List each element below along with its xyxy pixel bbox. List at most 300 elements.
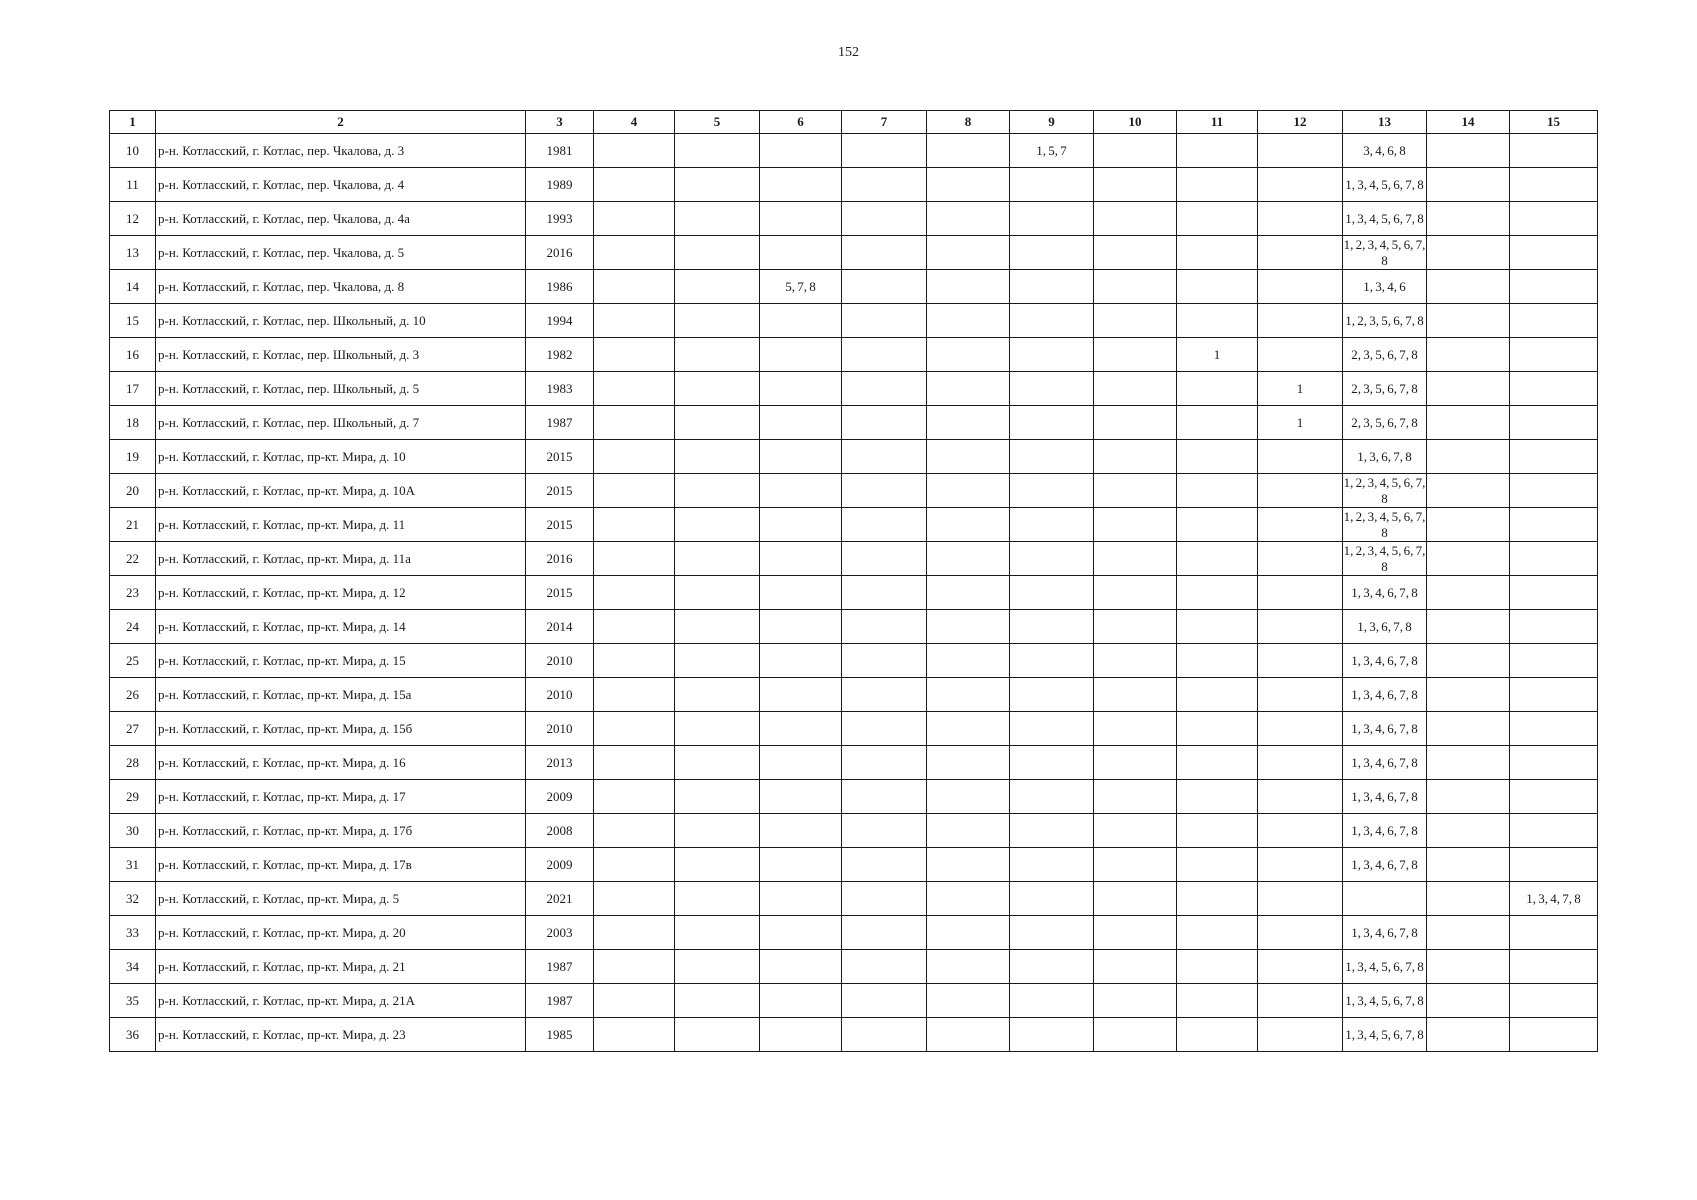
table-cell-col-2: р-н. Котласский, г. Котлас, пер. Школьный, д. 5 (156, 372, 526, 406)
table-cell-col-5 (675, 134, 760, 168)
table-cell-col-15 (1510, 848, 1598, 882)
table-cell-col-12 (1258, 440, 1343, 474)
table-cell-col-4 (594, 882, 675, 916)
table-row (110, 542, 1598, 576)
table-cell-col-2: р-н. Котласский, г. Котлас, пр-кт. Мира, д. 12 (156, 576, 526, 610)
table-cell-col-13: 2, 3, 5, 6, 7, 8 (1343, 338, 1427, 372)
table-cell-col-10 (1094, 508, 1177, 542)
table-cell-col-11 (1177, 168, 1258, 202)
table-cell-col-12 (1258, 474, 1343, 508)
table-cell-col-13: 2, 3, 5, 6, 7, 8 (1343, 406, 1427, 440)
table-cell-col-1: 31 (110, 848, 156, 882)
table-cell-col-10 (1094, 576, 1177, 610)
table-cell-col-6 (760, 542, 842, 576)
table-cell-col-12 (1258, 882, 1343, 916)
table-cell-col-6 (760, 134, 842, 168)
table-row (110, 202, 1598, 236)
table-cell-col-11 (1177, 270, 1258, 304)
table-cell-col-6 (760, 202, 842, 236)
table-cell-col-10 (1094, 474, 1177, 508)
table-cell-col-11 (1177, 644, 1258, 678)
table-cell-col-15 (1510, 474, 1598, 508)
table-cell-col-4 (594, 1018, 675, 1052)
table-cell-col-13: 1, 2, 3, 4, 5, 6, 7, 8 (1343, 474, 1426, 506)
table-cell-col-4 (594, 848, 675, 882)
table-cell-col-6 (760, 678, 842, 712)
table-cell-col-7 (842, 848, 927, 882)
table-cell-col-1: 33 (110, 916, 156, 950)
table-cell-col-5 (675, 474, 760, 508)
table-cell-col-6 (760, 372, 842, 406)
table-cell-col-2: р-н. Котласский, г. Котлас, пр-кт. Мира, д. 15б (156, 712, 526, 746)
table-cell-col-2: р-н. Котласский, г. Котлас, пр-кт. Мира, д. 21А (156, 984, 526, 1018)
table-cell-col-3: 1987 (526, 950, 594, 984)
table-cell-col-6 (760, 814, 842, 848)
table-cell-col-12 (1258, 134, 1343, 168)
table-cell-col-5 (675, 848, 760, 882)
table-cell-col-7 (842, 440, 927, 474)
table-cell-col-9 (1010, 440, 1094, 474)
table-row (110, 644, 1598, 678)
column-header-13: 13 (1343, 111, 1427, 134)
table-row (110, 304, 1598, 338)
table-cell-col-13: 1, 2, 3, 4, 5, 6, 7, 8 (1343, 236, 1426, 268)
table-cell-col-3: 2021 (526, 882, 594, 916)
table-cell-col-14 (1427, 882, 1510, 916)
table-cell-col-6 (760, 746, 842, 780)
table-cell-col-11 (1177, 950, 1258, 984)
table-cell-col-7 (842, 270, 927, 304)
table-cell-col-11 (1177, 746, 1258, 780)
table-cell-col-14 (1427, 950, 1510, 984)
table-cell-col-14 (1427, 576, 1510, 610)
column-header-7: 7 (842, 111, 927, 134)
table-cell-col-6 (760, 950, 842, 984)
table-cell-col-8 (927, 678, 1010, 712)
register-table (109, 110, 1598, 1052)
table-cell-col-8 (927, 304, 1010, 338)
table-cell-col-12 (1258, 338, 1343, 372)
table-cell-col-4 (594, 916, 675, 950)
table-cell-col-3: 1986 (526, 270, 594, 304)
table-cell-col-15 (1510, 508, 1598, 542)
table-cell-col-2: р-н. Котласский, г. Котлас, пр-кт. Мира, д. 10А (156, 474, 526, 508)
table-cell-col-1: 16 (110, 338, 156, 372)
table-cell-col-10 (1094, 270, 1177, 304)
table-cell-col-9 (1010, 746, 1094, 780)
table-row (110, 134, 1598, 168)
table-cell-col-4 (594, 814, 675, 848)
table-row (110, 440, 1598, 474)
table-cell-col-15 (1510, 712, 1598, 746)
table-cell-col-10 (1094, 610, 1177, 644)
table-cell-col-8 (927, 168, 1010, 202)
table-cell-col-4 (594, 406, 675, 440)
table-cell-col-2: р-н. Котласский, г. Котлас, пр-кт. Мира, д. 5 (156, 882, 526, 916)
table-cell-col-4 (594, 372, 675, 406)
table-cell-col-5 (675, 780, 760, 814)
table-cell-col-10 (1094, 440, 1177, 474)
table-cell-col-12 (1258, 1018, 1343, 1052)
table-cell-col-3: 2008 (526, 814, 594, 848)
table-row (110, 270, 1598, 304)
table-body (110, 134, 1598, 1052)
table-cell-col-14 (1427, 440, 1510, 474)
table-cell-col-7 (842, 882, 927, 916)
page-number: 152 (838, 45, 859, 60)
table-cell-col-9 (1010, 372, 1094, 406)
table-cell-col-10 (1094, 202, 1177, 236)
table-cell-col-11 (1177, 202, 1258, 236)
column-header-4: 4 (594, 111, 675, 134)
table-cell-col-6 (760, 474, 842, 508)
table-header (110, 111, 1598, 134)
table-cell-col-13: 1, 3, 4, 6 (1343, 270, 1427, 304)
table-cell-col-2: р-н. Котласский, г. Котлас, пер. Школьный, д. 10 (156, 304, 526, 338)
table-cell-col-1: 11 (110, 168, 156, 202)
table-cell-col-15 (1510, 372, 1598, 406)
table-cell-col-12 (1258, 542, 1343, 576)
table-cell-col-13: 1, 3, 6, 7, 8 (1343, 440, 1427, 474)
column-header-6: 6 (760, 111, 842, 134)
table-cell-col-4 (594, 576, 675, 610)
table-cell-col-1: 10 (110, 134, 156, 168)
column-header-1: 1 (110, 111, 156, 134)
table-cell-col-1: 15 (110, 304, 156, 338)
table-cell-col-2: р-н. Котласский, г. Котлас, пр-кт. Мира, д. 17в (156, 848, 526, 882)
table-cell-col-12 (1258, 508, 1343, 542)
table-cell-col-12: 1 (1258, 406, 1343, 440)
table-row (110, 916, 1598, 950)
table-cell-col-8 (927, 202, 1010, 236)
table-cell-col-12 (1258, 644, 1343, 678)
table-cell-col-8 (927, 712, 1010, 746)
table-cell-col-9 (1010, 474, 1094, 508)
table-cell-col-13: 1, 2, 3, 4, 5, 6, 7, 8 (1343, 508, 1426, 540)
table-cell-col-9 (1010, 916, 1094, 950)
table-cell-col-8 (927, 984, 1010, 1018)
table-cell-col-9 (1010, 168, 1094, 202)
table-cell-col-7 (842, 304, 927, 338)
table-cell-col-3: 1985 (526, 1018, 594, 1052)
table-cell-col-2: р-н. Котласский, г. Котлас, пр-кт. Мира, д. 15а (156, 678, 526, 712)
table-cell-col-9 (1010, 406, 1094, 440)
table-cell-col-3: 1994 (526, 304, 594, 338)
table-cell-col-3: 1981 (526, 134, 594, 168)
table-cell-col-6 (760, 780, 842, 814)
table-cell-col-13: 1, 3, 4, 6, 7, 8 (1343, 678, 1427, 712)
table-cell-col-5 (675, 950, 760, 984)
table-cell-col-8 (927, 542, 1010, 576)
table-cell-col-6 (760, 338, 842, 372)
table-cell-col-15 (1510, 168, 1598, 202)
table-cell-col-2: р-н. Котласский, г. Котлас, пер. Чкалова, д. 4 (156, 168, 526, 202)
table-row (110, 236, 1598, 270)
table-cell-col-5 (675, 746, 760, 780)
table-cell-col-2: р-н. Котласский, г. Котлас, пр-кт. Мира, д. 10 (156, 440, 526, 474)
table-cell-col-1: 35 (110, 984, 156, 1018)
table-cell-col-9 (1010, 610, 1094, 644)
table-cell-col-14 (1427, 746, 1510, 780)
table-cell-col-13: 1, 3, 4, 6, 7, 8 (1343, 644, 1427, 678)
column-header-9: 9 (1010, 111, 1094, 134)
table-cell-col-7 (842, 474, 927, 508)
table-cell-col-7 (842, 508, 927, 542)
table-cell-col-12 (1258, 168, 1343, 202)
table-row (110, 338, 1598, 372)
table-cell-col-10 (1094, 372, 1177, 406)
table-cell-col-9 (1010, 984, 1094, 1018)
table-cell-col-4 (594, 134, 675, 168)
table-cell-col-14 (1427, 508, 1510, 542)
table-cell-col-13: 1, 3, 4, 6, 7, 8 (1343, 780, 1427, 814)
table-cell-col-11 (1177, 474, 1258, 508)
table-cell-col-4 (594, 746, 675, 780)
table-cell-col-2: р-н. Котласский, г. Котлас, пер. Школьный, д. 7 (156, 406, 526, 440)
table-cell-col-10 (1094, 168, 1177, 202)
table-cell-col-7 (842, 134, 927, 168)
table-cell-col-7 (842, 168, 927, 202)
table-cell-col-15 (1510, 746, 1598, 780)
table-cell-col-10 (1094, 712, 1177, 746)
table-cell-col-13: 1, 3, 6, 7, 8 (1343, 610, 1427, 644)
table-cell-col-7 (842, 678, 927, 712)
table-cell-col-9 (1010, 644, 1094, 678)
table-row (110, 712, 1598, 746)
table-cell-col-12 (1258, 678, 1343, 712)
table-cell-col-7 (842, 576, 927, 610)
table-cell-col-8 (927, 882, 1010, 916)
table-cell-col-1: 23 (110, 576, 156, 610)
table-cell-col-13: 3, 4, 6, 8 (1343, 134, 1427, 168)
table-cell-col-14 (1427, 848, 1510, 882)
table-cell-col-2: р-н. Котласский, г. Котлас, пр-кт. Мира, д. 21 (156, 950, 526, 984)
table-cell-col-4 (594, 440, 675, 474)
table-cell-col-12 (1258, 814, 1343, 848)
table-cell-col-5 (675, 406, 760, 440)
table-cell-col-10 (1094, 848, 1177, 882)
table-cell-col-8 (927, 780, 1010, 814)
table-cell-col-4 (594, 712, 675, 746)
table-cell-col-2: р-н. Котласский, г. Котлас, пр-кт. Мира, д. 20 (156, 916, 526, 950)
table-cell-col-5 (675, 678, 760, 712)
table-cell-col-4 (594, 984, 675, 1018)
table-cell-col-6 (760, 610, 842, 644)
table-cell-col-5 (675, 644, 760, 678)
table-cell-col-10 (1094, 406, 1177, 440)
table-cell-col-3: 2009 (526, 780, 594, 814)
table-cell-col-11 (1177, 916, 1258, 950)
table-row (110, 610, 1598, 644)
table-cell-col-5 (675, 576, 760, 610)
table-cell-col-5 (675, 338, 760, 372)
table-cell-col-8 (927, 576, 1010, 610)
table-cell-col-13: 1, 3, 4, 6, 7, 8 (1343, 848, 1427, 882)
table-cell-col-14 (1427, 236, 1510, 270)
table-cell-col-8 (927, 746, 1010, 780)
table-row (110, 950, 1598, 984)
table-cell-col-3: 1983 (526, 372, 594, 406)
table-cell-col-4 (594, 610, 675, 644)
table-cell-col-15 (1510, 814, 1598, 848)
table-cell-col-9 (1010, 950, 1094, 984)
table-cell-col-13: 1, 3, 4, 6, 7, 8 (1343, 746, 1427, 780)
table-cell-col-9 (1010, 814, 1094, 848)
table-cell-col-15 (1510, 202, 1598, 236)
table-cell-col-8 (927, 270, 1010, 304)
table-cell-col-4 (594, 270, 675, 304)
table-cell-col-2: р-н. Котласский, г. Котлас, пр-кт. Мира, д. 17б (156, 814, 526, 848)
table-cell-col-11 (1177, 678, 1258, 712)
table-cell-col-8 (927, 644, 1010, 678)
table-cell-col-9 (1010, 270, 1094, 304)
table-cell-col-12 (1258, 576, 1343, 610)
table-cell-col-10 (1094, 1018, 1177, 1052)
table-cell-col-10 (1094, 950, 1177, 984)
table-cell-col-12 (1258, 916, 1343, 950)
table-cell-col-12: 1 (1258, 372, 1343, 406)
table-cell-col-14 (1427, 984, 1510, 1018)
table-cell-col-15 (1510, 984, 1598, 1018)
table-cell-col-11: 1 (1177, 338, 1258, 372)
table-cell-col-7 (842, 644, 927, 678)
table-cell-col-8 (927, 848, 1010, 882)
table-cell-col-8 (927, 1018, 1010, 1052)
table-cell-col-6 (760, 304, 842, 338)
table-cell-col-15 (1510, 440, 1598, 474)
table-cell-col-5 (675, 542, 760, 576)
table-cell-col-5 (675, 372, 760, 406)
table-cell-col-8 (927, 440, 1010, 474)
table-cell-col-14 (1427, 644, 1510, 678)
column-header-10: 10 (1094, 111, 1177, 134)
table-cell-col-2: р-н. Котласский, г. Котлас, пер. Чкалова, д. 8 (156, 270, 526, 304)
table-cell-col-9 (1010, 542, 1094, 576)
table-cell-col-5 (675, 440, 760, 474)
table-cell-col-2: р-н. Котласский, г. Котлас, пр-кт. Мира, д. 15 (156, 644, 526, 678)
table-cell-col-6 (760, 644, 842, 678)
table-cell-col-2: р-н. Котласский, г. Котлас, пер. Чкалова, д. 5 (156, 236, 526, 270)
table-cell-col-14 (1427, 610, 1510, 644)
table-cell-col-4 (594, 474, 675, 508)
table-cell-col-14 (1427, 916, 1510, 950)
table-cell-col-1: 20 (110, 474, 156, 508)
table-cell-col-1: 21 (110, 508, 156, 542)
header-row (110, 111, 1598, 134)
table-cell-col-4 (594, 542, 675, 576)
table-cell-col-1: 19 (110, 440, 156, 474)
table-cell-col-1: 22 (110, 542, 156, 576)
table-cell-col-14 (1427, 678, 1510, 712)
table-cell-col-8 (927, 916, 1010, 950)
table-cell-col-10 (1094, 338, 1177, 372)
table-cell-col-10 (1094, 304, 1177, 338)
table-cell-col-14 (1427, 780, 1510, 814)
table-cell-col-11 (1177, 610, 1258, 644)
table-cell-col-14 (1427, 134, 1510, 168)
table-row (110, 882, 1598, 916)
table-cell-col-3: 2016 (526, 542, 594, 576)
table-cell-col-7 (842, 610, 927, 644)
table-cell-col-14 (1427, 712, 1510, 746)
table-cell-col-6 (760, 576, 842, 610)
table-cell-col-5 (675, 508, 760, 542)
table-cell-col-3: 2014 (526, 610, 594, 644)
table-cell-col-7 (842, 202, 927, 236)
table-cell-col-3: 2009 (526, 848, 594, 882)
table-cell-col-6 (760, 848, 842, 882)
table-cell-col-2: р-н. Котласский, г. Котлас, пр-кт. Мира, д. 11а (156, 542, 526, 576)
table-cell-col-13: 1, 3, 4, 6, 7, 8 (1343, 814, 1427, 848)
table-cell-col-1: 24 (110, 610, 156, 644)
table-cell-col-9 (1010, 780, 1094, 814)
table-cell-col-15 (1510, 338, 1598, 372)
table-cell-col-2: р-н. Котласский, г. Котлас, пр-кт. Мира, д. 16 (156, 746, 526, 780)
table-row (110, 406, 1598, 440)
table-cell-col-8 (927, 474, 1010, 508)
table-row (110, 168, 1598, 202)
column-header-3: 3 (526, 111, 594, 134)
table-cell-col-3: 2013 (526, 746, 594, 780)
table-cell-col-7 (842, 950, 927, 984)
table-cell-col-2: р-н. Котласский, г. Котлас, пер. Чкалова, д. 4а (156, 202, 526, 236)
table-cell-col-1: 34 (110, 950, 156, 984)
table-cell-col-11 (1177, 984, 1258, 1018)
table-cell-col-6 (760, 168, 842, 202)
table-cell-col-14 (1427, 542, 1510, 576)
table-cell-col-9: 1, 5, 7 (1010, 134, 1094, 168)
table-cell-col-1: 32 (110, 882, 156, 916)
table-cell-col-15 (1510, 644, 1598, 678)
table-cell-col-3: 2003 (526, 916, 594, 950)
column-header-14: 14 (1427, 111, 1510, 134)
table-cell-col-15 (1510, 236, 1598, 270)
table-cell-col-9 (1010, 848, 1094, 882)
table-cell-col-8 (927, 134, 1010, 168)
table-cell-col-3: 2015 (526, 440, 594, 474)
table-cell-col-14 (1427, 168, 1510, 202)
table-cell-col-1: 17 (110, 372, 156, 406)
table-cell-col-4 (594, 950, 675, 984)
table-cell-col-1: 14 (110, 270, 156, 304)
column-header-2: 2 (156, 111, 526, 134)
table-cell-col-9 (1010, 508, 1094, 542)
table-cell-col-13: 1, 3, 4, 5, 6, 7, 8 (1343, 950, 1427, 984)
column-header-15: 15 (1510, 111, 1598, 134)
table-cell-col-10 (1094, 780, 1177, 814)
table-cell-col-10 (1094, 882, 1177, 916)
table-row (110, 746, 1598, 780)
table-cell-col-8 (927, 406, 1010, 440)
table-cell-col-1: 36 (110, 1018, 156, 1052)
table-cell-col-14 (1427, 474, 1510, 508)
table-cell-col-14 (1427, 406, 1510, 440)
table-cell-col-3: 1993 (526, 202, 594, 236)
table-cell-col-14 (1427, 202, 1510, 236)
table-cell-col-6 (760, 236, 842, 270)
table-row (110, 372, 1598, 406)
table-cell-col-1: 30 (110, 814, 156, 848)
table-cell-col-5 (675, 304, 760, 338)
table-cell-col-7 (842, 236, 927, 270)
table-cell-col-10 (1094, 916, 1177, 950)
table-cell-col-9 (1010, 678, 1094, 712)
table-cell-col-12 (1258, 202, 1343, 236)
table-cell-col-6: 5, 7, 8 (760, 270, 842, 304)
table-cell-col-11 (1177, 134, 1258, 168)
table-cell-col-11 (1177, 406, 1258, 440)
table-cell-col-9 (1010, 576, 1094, 610)
